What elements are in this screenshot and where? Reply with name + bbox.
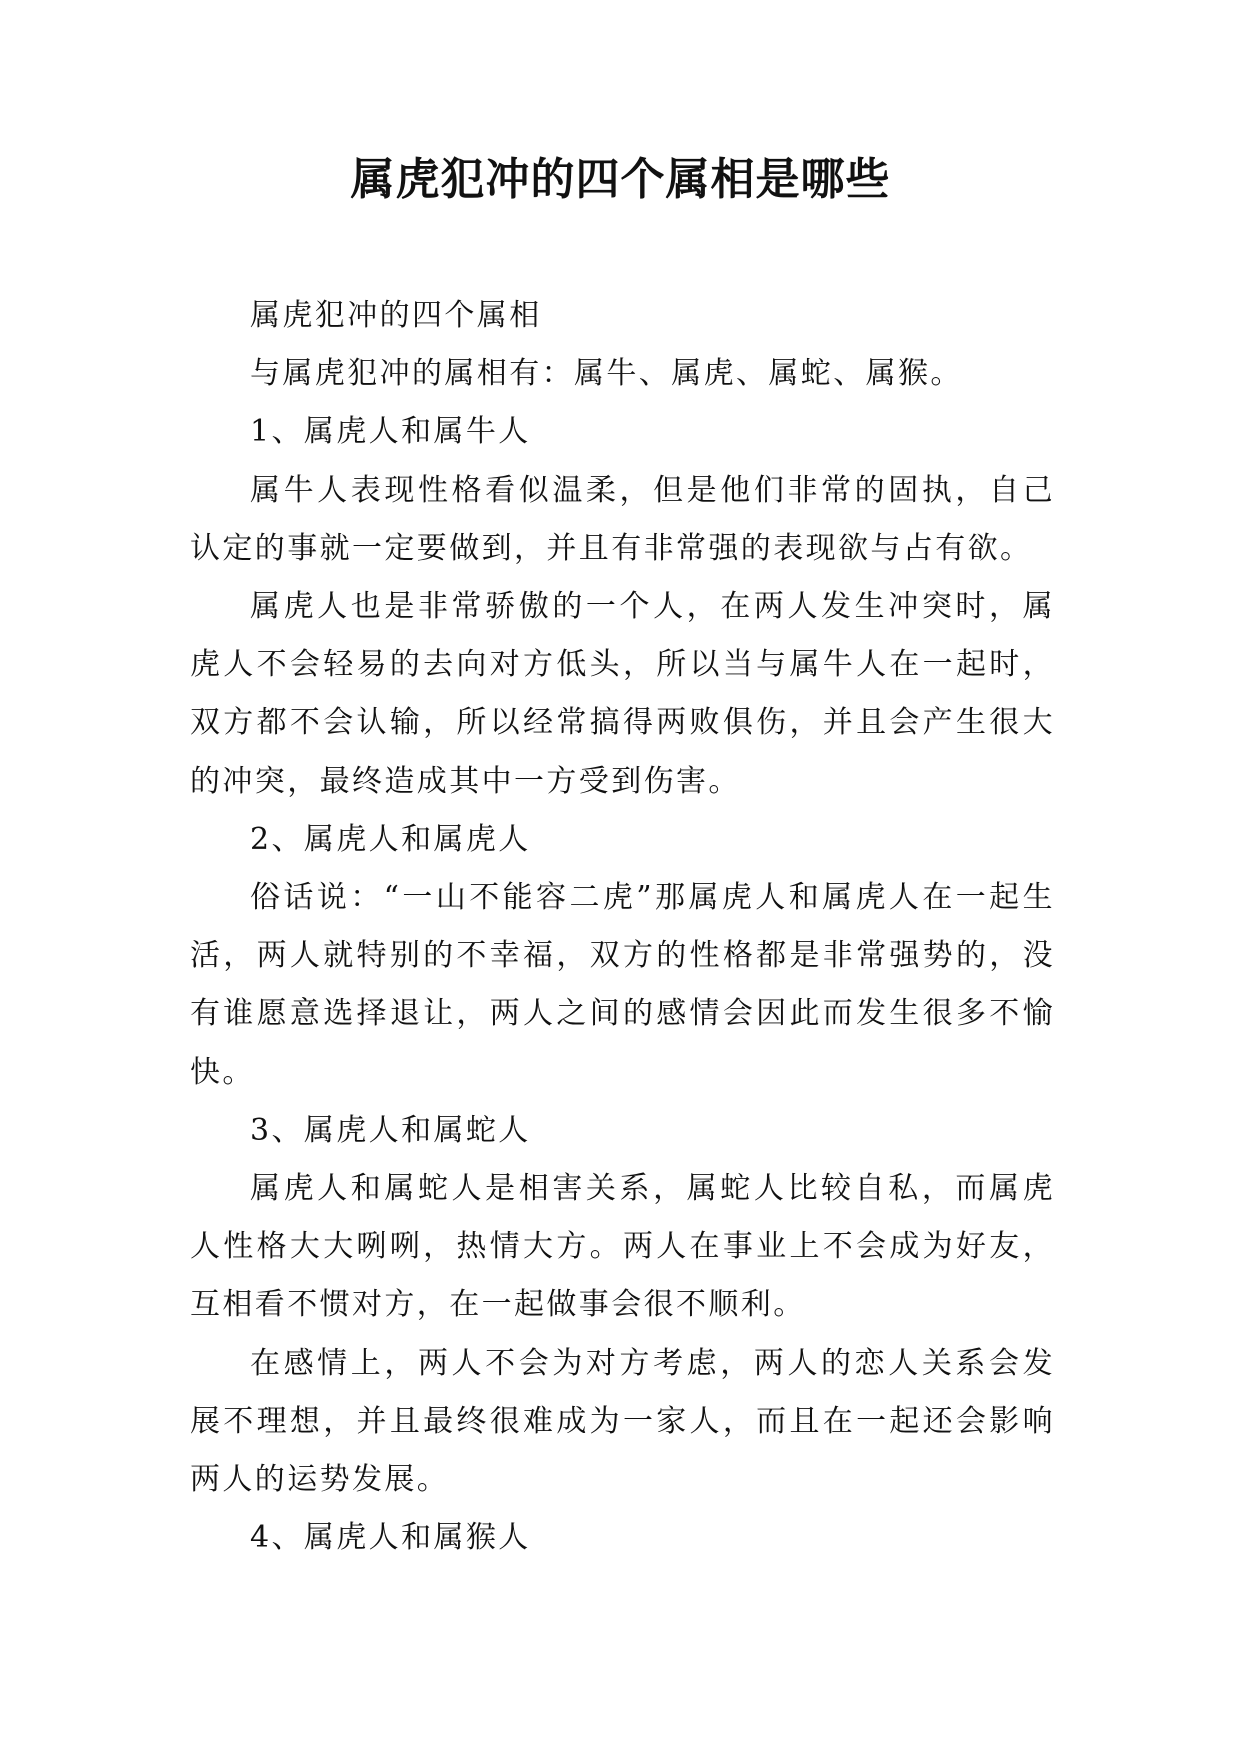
section-heading-ox: 1、属虎人和属牛人 xyxy=(250,414,531,450)
section-heading-monkey: 4、属虎人和属猴人 xyxy=(250,1520,531,1556)
ox-paragraph-2: 属虎人也是非常骄傲的一个人，在两人发生冲突时，属虎人不会轻易的去向对方低头，所以当与属牛人在一起时，双方都不会认输，所以经常搞得两败俱伤，并且会产生很大的冲突，最终造成其中一方受到伤害。 xyxy=(190,589,1055,799)
section-heading-tiger: 2、属虎人和属虎人 xyxy=(250,821,531,857)
intro-heading: 属虎犯冲的四个属相 xyxy=(250,298,542,333)
document-body xyxy=(190,287,1055,1567)
ox-paragraph-1: 属牛人表现性格看似温柔，但是他们非常的固执，自己认定的事就一定要做到，并且有非常强的表现欲与占有欲。 xyxy=(190,472,1055,566)
intro-summary: 与属虎犯冲的属相有：属牛、属虎、属蛇、属猴。 xyxy=(250,356,963,392)
document-title: 属虎犯冲的四个属相是哪些 xyxy=(350,154,891,205)
snake-paragraph-2: 在感情上，两人不会为对方考虑，两人的恋人关系会发展不理想，并且最终很难成为一家人，而且在一起还会影响两人的运势发展。 xyxy=(190,1345,1055,1498)
snake-paragraph-1: 属虎人和属蛇人是相害关系，属蛇人比较自私，而属虎人性格大大咧咧，热情大方。两人在事业上不会成为好友，互相看不惯对方，在一起做事会很不顺利。 xyxy=(190,1171,1055,1323)
section-heading-snake: 3、属虎人和属蛇人 xyxy=(250,1112,531,1148)
tiger-paragraph-1: 俗话说：“一山不能容二虎”那属虎人和属虎人在一起生活，两人就特别的不幸福，双方的性格都是非常强势的，没有谁愿意选择退让，两人之间的感情会因此而发生很多不愉快。 xyxy=(190,880,1055,1090)
